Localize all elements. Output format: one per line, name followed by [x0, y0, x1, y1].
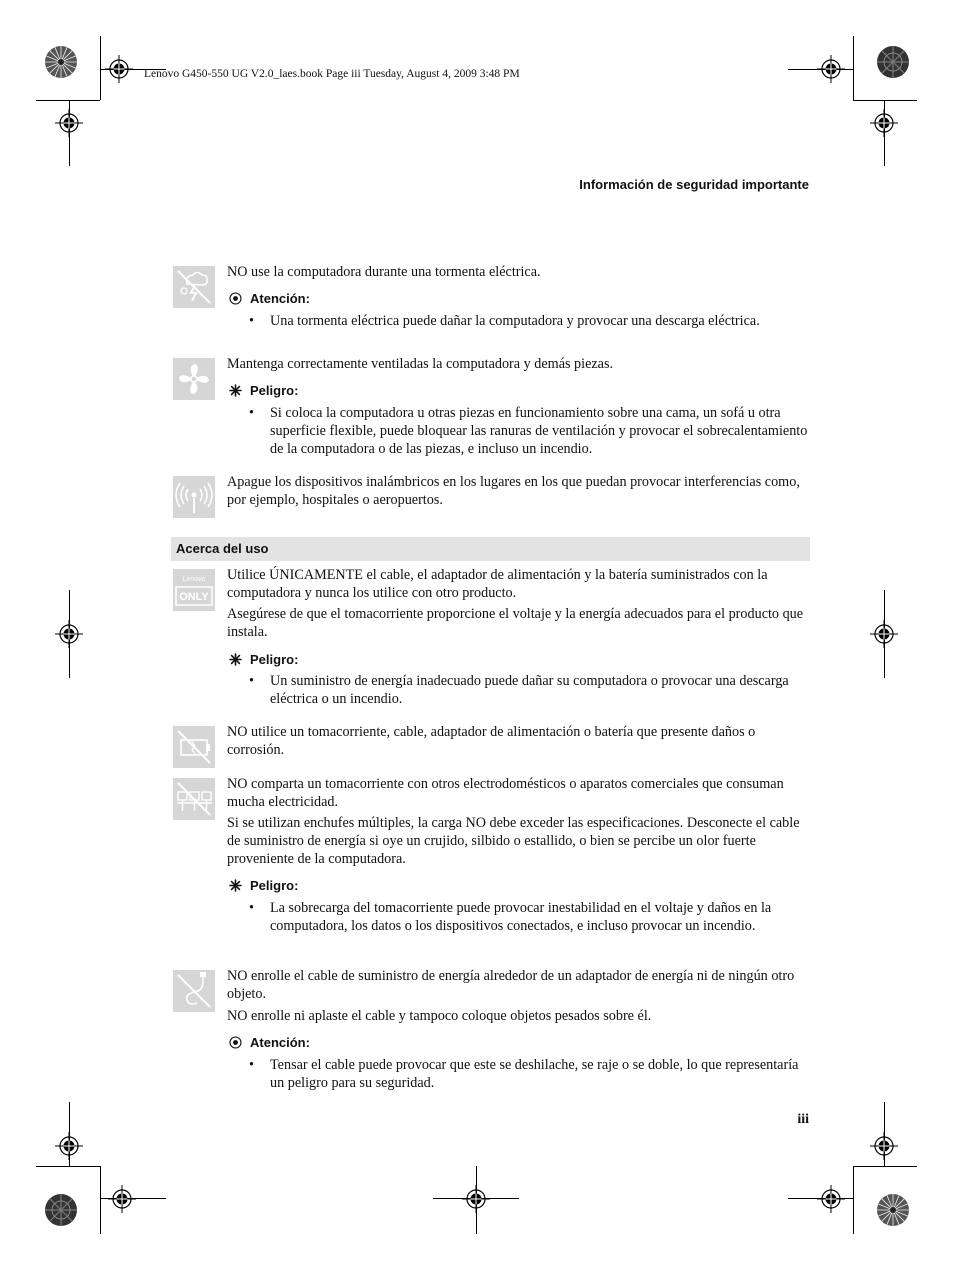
asterisk-icon	[229, 879, 242, 892]
crop-line	[853, 100, 917, 101]
registration-mark-icon	[870, 109, 898, 137]
registration-mark-icon	[462, 1185, 490, 1213]
section-title: Acerca del uso	[176, 541, 269, 556]
target-icon	[229, 292, 242, 305]
share-text-1: NO comparta un tomacorriente con otros electrodomésticos o aparatos comerciales que consuman mucha electricidad.	[227, 776, 784, 810]
attention-label	[229, 291, 310, 306]
only-text-2: Asegúrese de que el tomacorriente proporcione el voltaje y la energía adecuados para el producto que instala.	[227, 606, 804, 640]
running-title: Información de seguridad importante	[579, 177, 809, 192]
registration-mark-icon	[105, 55, 133, 83]
section-header	[171, 537, 810, 561]
danger-label	[229, 383, 298, 398]
attention-label	[229, 1035, 310, 1050]
bullet-dot-icon: •	[249, 673, 254, 689]
only-word: ONLY	[179, 591, 209, 603]
bullet-dot-icon: •	[249, 900, 254, 916]
danger-label	[229, 878, 298, 893]
fan-icon	[173, 358, 215, 400]
starburst-wheel-icon	[876, 1193, 910, 1227]
book-header: Lenovo G450-550 UG V2.0_laes.book Page iii Tuesday, August 4, 2009 3:48 PM	[144, 68, 520, 80]
cable-bullet: Tensar el cable puede provocar que este se deshilache, se raje o se doble, lo que representaría un peligro para su seguridad.	[270, 1057, 799, 1091]
no-shared-outlet-icon	[173, 778, 215, 820]
target-icon	[229, 1036, 242, 1049]
attention-label-text: Atención:	[250, 291, 310, 306]
share-bullet: La sobrecarga del tomacorriente puede provocar inestabilidad en el voltaje y daños en la computadora, los datos o los dispositivos conectados, e incluso provocar un incendio.	[270, 900, 772, 934]
registration-mark-icon	[55, 620, 83, 648]
asterisk-icon	[229, 653, 242, 666]
asterisk-icon	[229, 384, 242, 397]
registration-mark-icon	[817, 1185, 845, 1213]
crop-line	[36, 100, 100, 101]
registration-mark-icon	[55, 1132, 83, 1160]
bullet-dot-icon: •	[249, 405, 254, 421]
danger-label-text: Peligro:	[250, 878, 299, 893]
registration-mark-icon	[55, 109, 83, 137]
only-text-1: Utilice ÚNICAMENTE el cable, el adaptador de alimentación y la batería suministrados con la computadora y nunca los utilice con otro producto.	[227, 567, 768, 601]
crop-line	[100, 1166, 101, 1234]
lenovo-only-icon	[173, 569, 215, 611]
damaged-text: NO utilice un tomacorriente, cable, adaptador de alimentación o batería que presente daños o corrosión.	[227, 724, 756, 758]
registration-mark-icon	[817, 55, 845, 83]
registration-mark-icon	[108, 1185, 136, 1213]
starburst-wheel-icon	[44, 45, 78, 79]
bullet-dot-icon: •	[249, 1057, 254, 1073]
crop-line	[853, 36, 854, 100]
ventilation-text: Mantenga correctamente ventiladas la computadora y demás piezas.	[227, 356, 614, 372]
registration-mark-icon	[870, 1132, 898, 1160]
storm-text: NO use la computadora durante una tormenta eléctrica.	[227, 264, 541, 280]
danger-label-text: Peligro:	[250, 652, 299, 667]
wireless-icon	[173, 476, 215, 518]
crop-line	[100, 36, 101, 100]
dark-wheel-icon	[44, 1193, 78, 1227]
cable-text-2: NO enrolle ni aplaste el cable y tampoco coloque objetos pesados sobre él.	[227, 1008, 652, 1024]
crop-line	[853, 1166, 917, 1167]
page-number: iii	[797, 1112, 809, 1127]
wireless-text: Apague los dispositivos inalámbricos en los lugares en los que puedan provocar interferencias como, por ejemplo, hospitales o aeropuertos.	[227, 474, 800, 508]
ventilation-bullet: Si coloca la computadora u otras piezas en funcionamiento sobre una cama, un sofá u otra superficie flexible, puede bloquear las ranuras de ventilación y provocar el sobrecalentamiento de la computadora o de las piezas, e incluso un incendio.	[270, 405, 808, 457]
cable-text-1: NO enrolle el cable de suministro de energía alrededor de un adaptador de energía ni de ningún otro objeto.	[227, 968, 795, 1002]
danger-label	[229, 652, 298, 667]
no-wrap-cable-icon	[173, 970, 215, 1012]
bullet-dot-icon: •	[249, 313, 254, 329]
only-bullet: Un suministro de energía inadecuado puede dañar su computadora o provocar una descarga eléctrica o un incendio.	[270, 673, 789, 707]
lenovo-logo-text: Lenovo	[182, 576, 206, 583]
danger-label-text: Peligro:	[250, 383, 299, 398]
share-text-2: Si se utilizan enchufes múltiples, la carga NO debe exceder las especificaciones. Desconecte el cable de suministro de energía si oye un crujido, silbido o estallido, o bien se percibe un olor fuerte proveniente de la computadora.	[227, 815, 800, 867]
crop-line	[36, 1166, 100, 1167]
storm-bullet: Una tormenta eléctrica puede dañar la computadora y provocar una descarga eléctrica.	[270, 313, 760, 329]
registration-mark-icon	[870, 620, 898, 648]
attention-label-text: Atención:	[250, 1035, 310, 1050]
crop-line	[853, 1166, 854, 1234]
no-damaged-battery-icon	[173, 726, 215, 768]
dark-wheel-icon	[876, 45, 910, 79]
no-storm-icon	[173, 266, 215, 308]
